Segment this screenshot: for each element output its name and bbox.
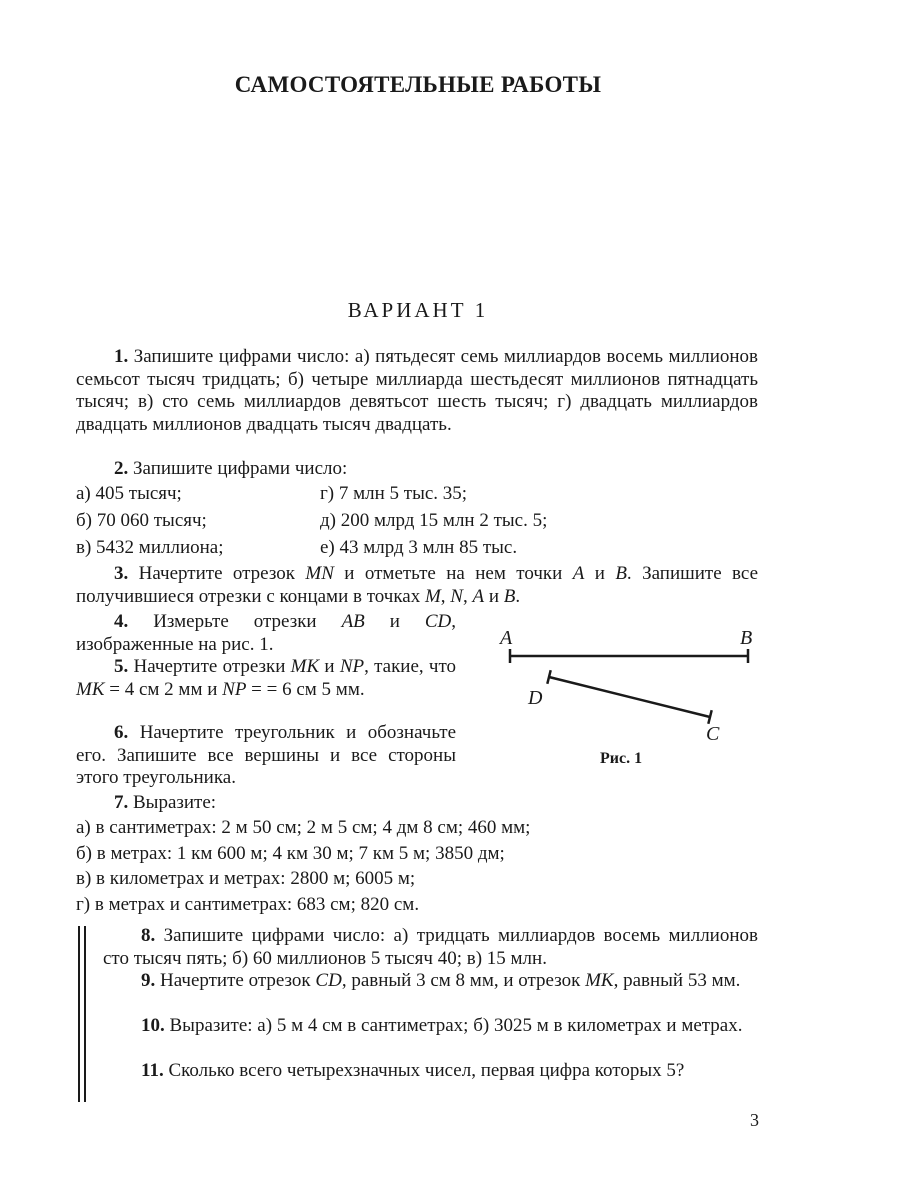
task-4 (76, 611, 456, 656)
task-9-text: , равный 53 мм. (613, 970, 741, 991)
task-3-text: , (462, 585, 473, 607)
label-b: B (740, 627, 753, 649)
task-9 (103, 970, 758, 993)
segment-label: NP (339, 656, 365, 677)
task-3-text: и отметьте на нем точки (333, 563, 573, 584)
task-6-text: Начертите треугольник и обозначьте его. Запишите все вершины и все стороны этого треугольника. (76, 722, 457, 788)
task-2-row (76, 510, 758, 533)
task-9-text: , равный 3 см 8 мм, и отрезок (341, 970, 586, 991)
point-label: A (472, 585, 485, 607)
task-3-text: , (440, 585, 451, 607)
task-5-number: 5. (114, 656, 129, 677)
task-5-text: Начертите отрезки (133, 656, 291, 677)
segment-label: NP (222, 678, 247, 700)
task-3-text: и (484, 585, 504, 607)
segment-label: MK (290, 656, 320, 677)
task-4-text: и (364, 611, 425, 632)
segment-label: AB (341, 611, 365, 632)
task-3 (76, 563, 758, 608)
segment-label: CD (315, 970, 342, 991)
task-2-item-b: б) 70 060 тысяч; (76, 510, 207, 531)
label-d: D (528, 687, 543, 709)
task-2-row (76, 483, 758, 506)
task-2-item-e: е) 43 млрд 3 млн 85 тыс. (320, 537, 518, 558)
page-title: САМОСТОЯТЕЛЬНЫЕ РАБОТЫ (234, 72, 602, 97)
task-7-line-v: в) в километрах и метрах: 2800 м; 6005 м; (76, 868, 416, 889)
task-8-text: Запишите цифрами число: а) тридцать миллиардов восемь миллионов сто тысяч пять; б) 60 миллионов 5 тысяч 40; в) 15 млн. (103, 925, 758, 969)
task-10 (103, 1015, 758, 1038)
segment-label: MK (76, 678, 105, 700)
task-2-item-d: д) 200 млрд 15 млн 2 тыс. 5; (320, 510, 548, 531)
figure-1 (480, 620, 780, 800)
task-4-number: 4. (114, 611, 129, 632)
label-c: C (706, 723, 720, 745)
task-2-item-v: в) 5432 миллиона; (76, 537, 224, 558)
task-11-text: Сколько всего четырехзначных чисел, первая цифра которых 5? (168, 1060, 685, 1081)
task-5-text: , такие, что (364, 656, 456, 677)
task-2-row (76, 537, 758, 560)
task-6-number: 6. (114, 722, 129, 743)
segment-label: MN (305, 563, 334, 584)
task-1-text: Запишите цифрами число: а) пятьдесят семь миллиардов восемь миллионов семьсот тысяч тридцать; б) четыре миллиарда шестьдесят миллионов пятнадцать тысяч; в) сто семь миллиардов девятьсот шесть тысяч; г) двадцать миллиардов двадцать миллионов двадцать тысяч двадцать. (76, 346, 759, 435)
task-3-number: 3. (114, 563, 129, 584)
tick-d (547, 670, 550, 684)
tick-c (708, 710, 711, 724)
point-label: M (424, 585, 441, 607)
segment-label: CD (424, 611, 452, 632)
task-4-text: , изображенные на рис. 1. (76, 611, 457, 655)
label-a: A (500, 627, 513, 649)
task-2-text: Запишите цифрами число: (133, 458, 348, 479)
task-2-number: 2. (114, 458, 129, 479)
figure-caption: Рис. 1 (600, 750, 643, 767)
task-7 (76, 792, 758, 815)
task-5-text: и (319, 656, 340, 677)
task-7-line-a: а) в сантиметрах: 2 м 50 см; 2 м 5 см; 4 дм 8 см; 460 мм; (76, 817, 531, 838)
task-3-text: . (515, 585, 521, 607)
task-10-text: Выразите: а) 5 м 4 см в сантиметрах; б) 3025 м в километрах и метрах. (169, 1015, 743, 1036)
task-1 (76, 346, 758, 436)
point-label: N (450, 585, 463, 607)
segment-dc (549, 677, 710, 717)
point-label: B (503, 585, 516, 607)
task-7-line-b: б) в метрах: 1 км 600 м; 4 км 30 м; 7 км 5 м; 3850 дм; (76, 843, 505, 864)
page-number: 3 (750, 1110, 759, 1130)
task-2-item-g: г) 7 млн 5 тыс. 35; (320, 483, 468, 504)
point-label: A (572, 563, 585, 584)
task-11-number: 11. (141, 1060, 164, 1081)
task-1-number: 1. (114, 346, 129, 367)
task-4-text: Измерьте отрезки (153, 611, 342, 632)
task-3-text: и (584, 563, 616, 584)
segment-label: MK (585, 970, 614, 991)
task-8 (103, 925, 758, 970)
variant-heading: ВАРИАНТ 1 (347, 298, 489, 322)
task-7-text: Выразите: (133, 792, 217, 813)
task-5-text: = = 6 см 5 мм. (246, 678, 365, 700)
margin-bar-right (84, 926, 86, 1102)
task-3-text: . Запишите все получившиеся отрезки с концами в точках (76, 563, 759, 607)
task-3-text: Начертите отрезок (138, 563, 306, 584)
task-2 (76, 458, 758, 481)
task-5-text: = 4 см 2 мм и (104, 678, 223, 700)
margin-bar-left (78, 926, 80, 1102)
task-11 (103, 1060, 758, 1083)
task-10-number: 10. (141, 1015, 165, 1036)
task-6 (76, 722, 456, 790)
point-label: B (615, 563, 627, 584)
task-5 (76, 656, 456, 701)
task-9-number: 9. (141, 970, 156, 991)
task-7-line-g: г) в метрах и сантиметрах: 683 см; 820 см. (76, 894, 420, 915)
task-8-number: 8. (141, 925, 156, 946)
task-9-text: Начертите отрезок (160, 970, 316, 991)
task-2-item-a: а) 405 тысяч; (76, 483, 182, 504)
task-7-number: 7. (114, 792, 129, 813)
